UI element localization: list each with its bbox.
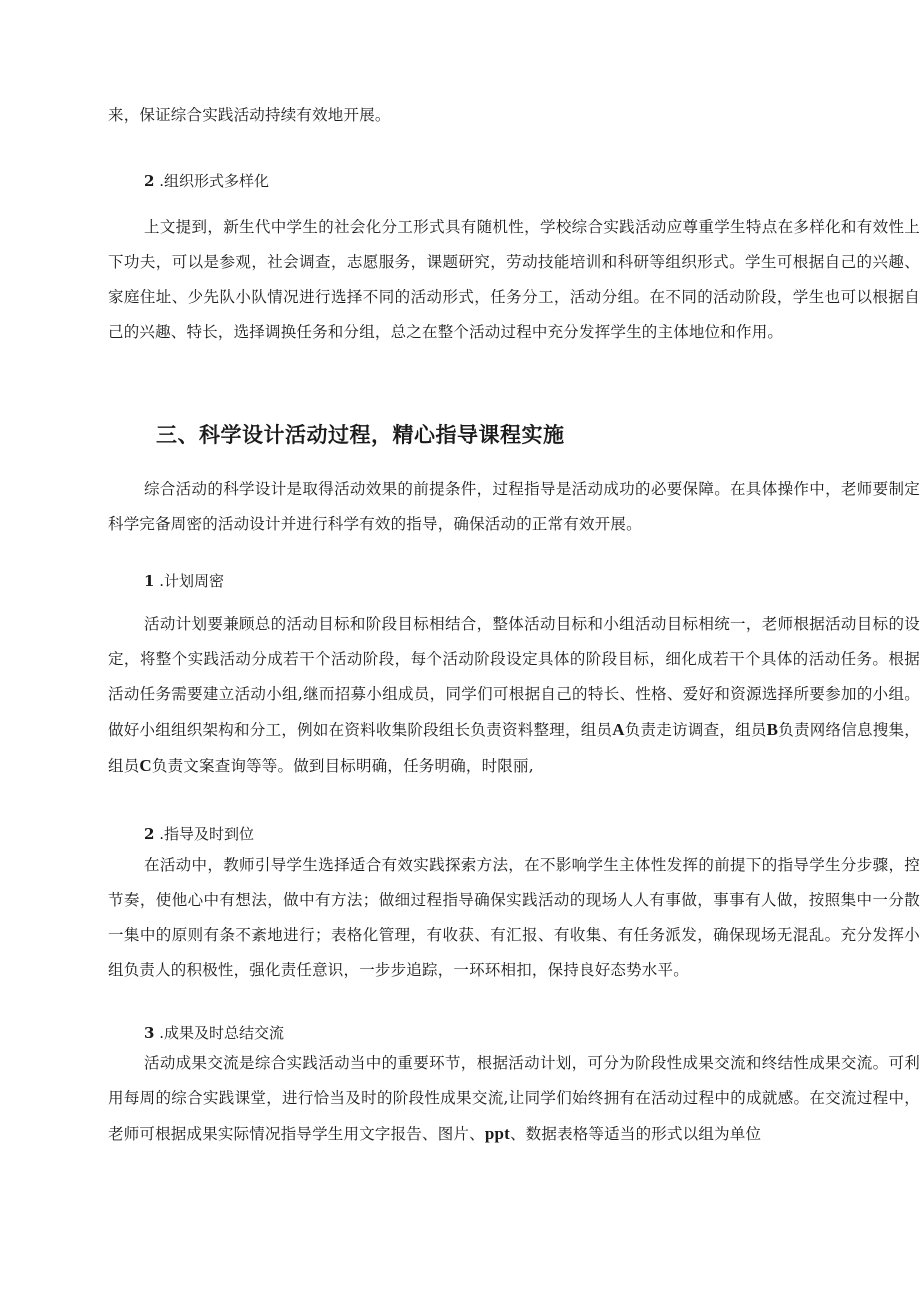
paragraph-section-three-intro xyxy=(108,472,920,542)
subheading-text: .组织形式多样化 xyxy=(159,172,269,190)
paragraph-timely-guidance xyxy=(108,848,920,988)
subheading-text: .计划周密 xyxy=(159,572,224,590)
subheading-number: 1 xyxy=(144,572,155,590)
subheading-number: 2 xyxy=(144,172,155,190)
subheading-timely-guidance xyxy=(144,823,254,845)
subheading-results-exchange xyxy=(144,1022,284,1044)
paragraph-text: 、数据表格等适当的形式以组为单位 xyxy=(509,1125,762,1143)
paragraph-text: 活动成果交流是综合实践活动当中的重要环节，根据活动计划，可分为阶段性成果交流和终结性成果交流。可利用每周的综合实践课堂，进行恰当及时的阶段性成果交流,让同学们始终拥有在活动过程中的成就感。在交流过程中，老师可根据成果实际情况指导学生用文字报告、图片、 xyxy=(108,1054,920,1143)
subheading-text: .成果及时总结交流 xyxy=(159,1024,284,1042)
paragraph-text: 活动计划要兼顾总的活动目标和阶段目标相结合，整体活动目标和小组活动目标相统一，老师根据活动目标的设定，将整个实践活动分成若干个活动阶段，每个活动阶段设定具体的阶段目标，细化成若干个具体的活动任务。根据活动任务需要建立活动小组,继而招募小组成员，同学们可根据自己的特长、性格、爱好和资源选择所要参加的小组。做好小组组织架构和分工，例如在资料收集阶段组长负责资料整理，组员 xyxy=(108,615,920,739)
paragraph-continuation xyxy=(108,98,920,133)
member-letter-c: C xyxy=(139,756,152,775)
paragraph-text: 上文提到，新生代中学生的社会化分工形式具有随机性，学校综合实践活动应尊重学生特点在多样化和有效性上下功夫，可以是参观，社会调查，志愿服务，课题研究，劳动技能培训和科研等组织形式。学生可根据自己的兴趣、家庭住址、少先队小队情况进行选择不同的活动形式，任务分工，活动分组。在不同的活动阶段，学生也可以根据自己的兴趣、特长，选择调换任务和分组，总之在整个活动过程中充分发挥学生的主体地位和作用。 xyxy=(108,218,920,341)
paragraph-text: 负责走访调查，组员 xyxy=(624,721,767,739)
subheading-number: 2 xyxy=(144,825,155,843)
subheading-number: 3 xyxy=(144,1024,155,1042)
subheading-organization-forms xyxy=(144,170,269,192)
paragraph-text: 负责文案查询等等。做到目标明确，任务明确，时限丽, xyxy=(151,757,534,775)
paragraph-organization-forms xyxy=(108,210,920,350)
paragraph-text: 综合活动的科学设计是取得活动效果的前提条件，过程指导是活动成功的必要保障。在具体操作中，老师要制定科学完备周密的活动设计并进行科学有效的指导，确保活动的正常有效开展。 xyxy=(108,480,920,533)
section-heading-three: 三、科学设计活动过程，精心指导课程实施 xyxy=(156,423,565,447)
member-letter-a: A xyxy=(612,720,625,739)
member-letter-b: B xyxy=(766,720,779,739)
subheading-text: .指导及时到位 xyxy=(159,825,254,843)
paragraph-careful-planning xyxy=(108,607,920,784)
paragraph-text: 在活动中，教师引导学生选择适合有效实践探索方法，在不影响学生主体性发挥的前提下的指导学生分步骤，控节奏，使他心中有想法，做中有方法；做细过程指导确保实践活动的现场人人有事做，事事有人做，按照集中一分散一集中的原则有条不紊地进行；表格化管理，有收获、有汇报、有收集、有任务派发，确保现场无混乱。充分发挥小组负责人的积极性，强化责任意识，一步步追踪，一环环相扣，保持良好态势水平。 xyxy=(108,856,920,979)
subheading-careful-planning xyxy=(144,570,224,592)
paragraph-text: 来，保证综合实践活动持续有效地开展。 xyxy=(108,106,391,124)
paragraph-text: 负责网络信息搜集，组员 xyxy=(108,721,920,775)
ppt-term: ppt xyxy=(484,1124,510,1143)
paragraph-results-exchange xyxy=(108,1046,920,1152)
